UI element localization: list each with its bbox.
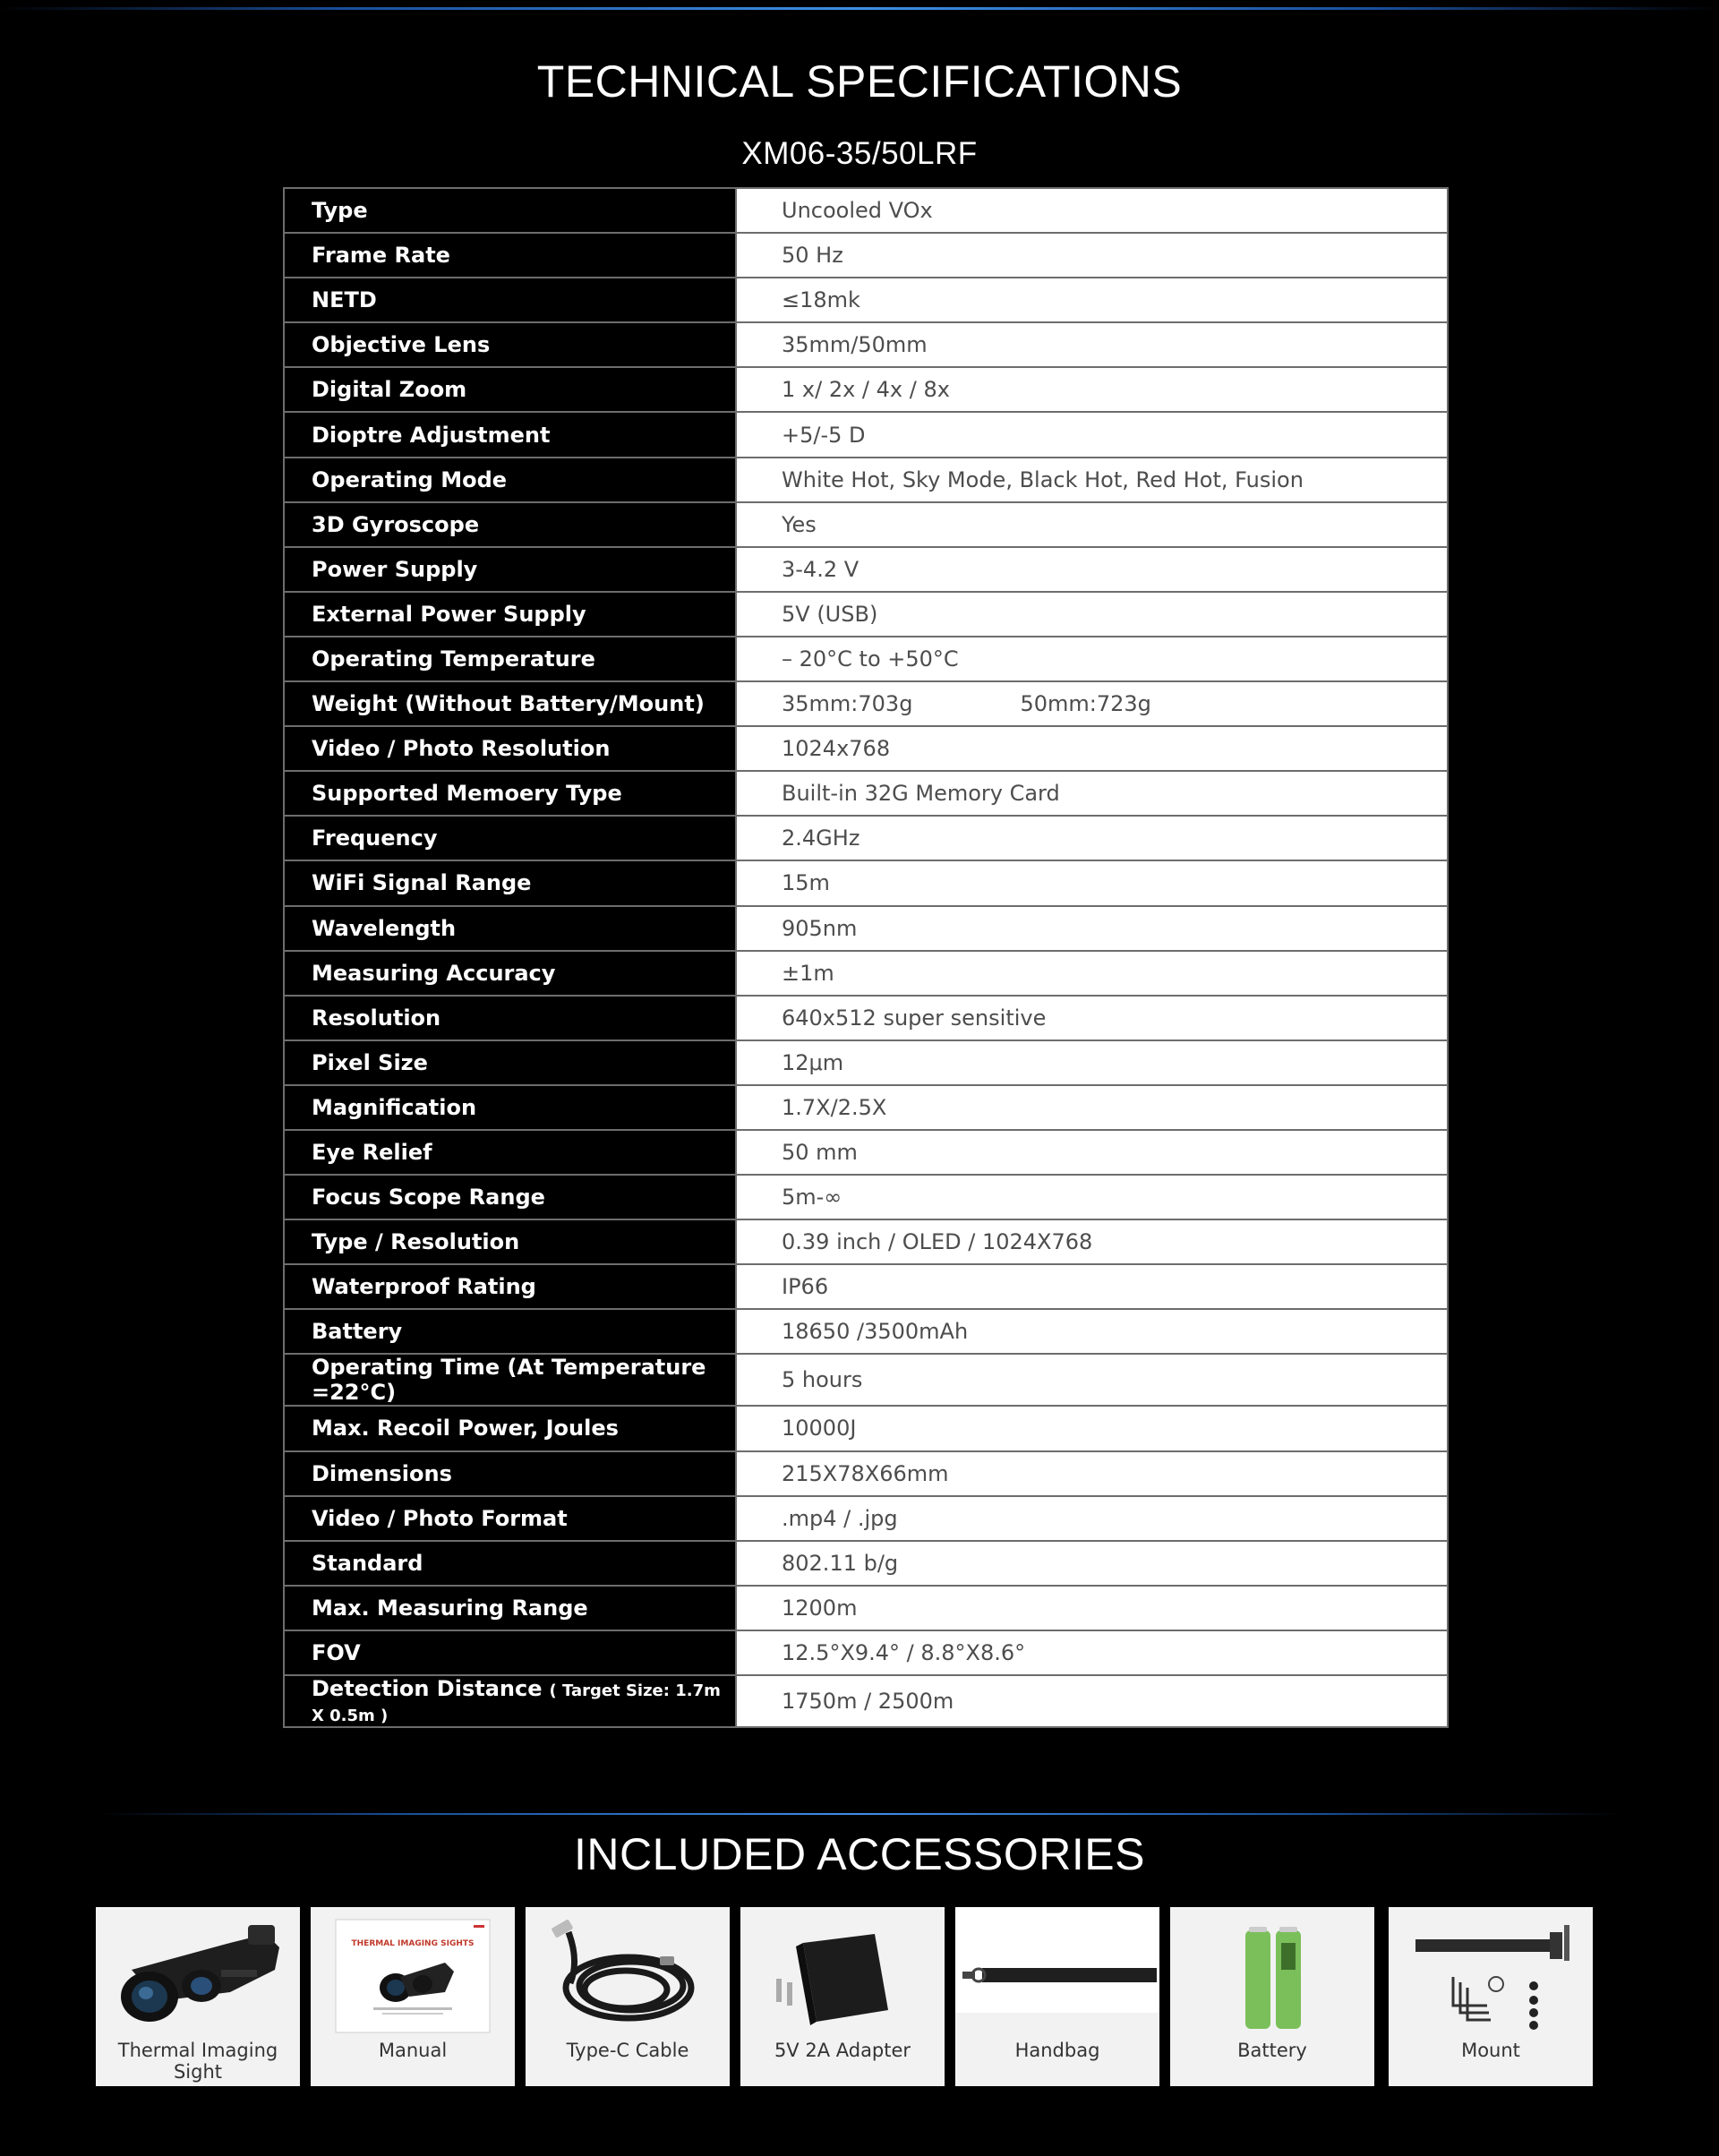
spec-table <box>283 187 1449 1728</box>
spec-value-cell <box>736 1085 1448 1130</box>
spec-value: 10000J <box>782 1416 857 1442</box>
spec-value: 1.7X/2.5X <box>782 1094 887 1120</box>
spec-value: 18650 /3500mAh <box>782 1319 969 1345</box>
spec-value-cell <box>736 322 1448 367</box>
spec-value-cell <box>736 1309 1448 1354</box>
spec-label-cell <box>284 1586 736 1630</box>
spec-row <box>284 367 1448 412</box>
spec-label: Operating Temperature <box>312 646 595 672</box>
spec-row <box>284 996 1448 1040</box>
spec-row <box>284 1354 1448 1406</box>
spec-value: ±1m <box>782 960 834 986</box>
accessories-title: INCLUDED ACCESSORIES <box>574 1829 1145 1879</box>
spec-label-cell <box>284 322 736 367</box>
spec-label: Resolution <box>312 1005 441 1031</box>
spec-label-cell <box>284 1354 736 1406</box>
spec-label-cell <box>284 637 736 681</box>
spec-row <box>284 1630 1448 1675</box>
spec-label: Detection Distance <box>312 1676 543 1701</box>
spec-value: – 20°C to +50°C <box>782 646 959 672</box>
spec-value-cell <box>736 1630 1448 1675</box>
spec-label-cell <box>284 951 736 996</box>
spec-row <box>284 188 1448 233</box>
spec-label-note: ( Target Size: 1.7m X 0.5m ) <box>312 1681 721 1725</box>
spec-value-cell <box>736 1219 1448 1264</box>
spec-label-cell <box>284 278 736 322</box>
spec-label: Wavelength <box>312 915 457 941</box>
spec-label: Max. Recoil Power, Joules <box>312 1416 619 1442</box>
spec-value: Yes <box>782 511 817 537</box>
spec-label-cell <box>284 412 736 457</box>
spec-row <box>284 681 1448 726</box>
spec-label: Battery <box>312 1319 403 1345</box>
spec-label: Digital Zoom <box>312 377 467 403</box>
spec-label-cell <box>284 816 736 860</box>
spec-label: External Power Supply <box>312 601 586 627</box>
spec-label: FOV <box>312 1639 361 1665</box>
spec-value-cell <box>736 1541 1448 1586</box>
spec-label: Measuring Accuracy <box>312 960 556 986</box>
spec-value-cell <box>736 726 1448 771</box>
spec-value-cell <box>736 951 1448 996</box>
spec-value-cell <box>736 592 1448 637</box>
spec-label-cell <box>284 860 736 905</box>
manual-heading: THERMAL IMAGING SIGHTS <box>351 1939 475 1948</box>
spec-row <box>284 1130 1448 1175</box>
spec-label: Max. Measuring Range <box>312 1595 588 1621</box>
spec-label: Frequency <box>312 826 438 851</box>
accessory-caption: 5V 2A Adapter <box>774 2040 911 2061</box>
spec-value: 1750m / 2500m <box>782 1689 954 1714</box>
spec-row <box>284 458 1448 502</box>
spec-label: Operating Time (At Temperature =22°C) <box>312 1355 706 1406</box>
spec-label: Video / Photo Resolution <box>312 736 611 762</box>
accessory-caption: Battery <box>1237 2040 1307 2061</box>
accessory-caption: Type-C Cable <box>566 2040 689 2061</box>
spec-value-cell <box>736 547 1448 592</box>
spec-label-cell <box>284 771 736 816</box>
spec-value: 802.11 b/g <box>782 1550 899 1576</box>
spec-label-cell <box>284 367 736 412</box>
spec-label: Dioptre Adjustment <box>312 422 551 448</box>
spec-row <box>284 502 1448 547</box>
spec-label: Type / Resolution <box>312 1229 520 1255</box>
accessory-card <box>311 1907 515 2086</box>
spec-row <box>284 1085 1448 1130</box>
spec-value-cell <box>736 996 1448 1040</box>
spec-value: 1024x768 <box>782 736 891 762</box>
spec-row <box>284 1451 1448 1496</box>
spec-label-cell <box>284 502 736 547</box>
spec-label: Eye Relief <box>312 1140 432 1166</box>
spec-row <box>284 1040 1448 1085</box>
spec-label-cell <box>284 1406 736 1450</box>
spec-label-cell <box>284 1219 736 1264</box>
spec-label: WiFi Signal Range <box>312 870 532 896</box>
spec-label-cell <box>284 1496 736 1541</box>
spec-value-cell <box>736 906 1448 951</box>
accessory-caption: Mount <box>1461 2040 1520 2061</box>
spec-label-cell <box>284 1630 736 1675</box>
spec-label: Supported Memoery Type <box>312 781 622 807</box>
strap-image <box>955 1907 1159 2041</box>
spec-label-cell <box>284 233 736 278</box>
spec-label-cell <box>284 547 736 592</box>
spec-row <box>284 592 1448 637</box>
accessory-card <box>1389 1907 1593 2086</box>
spec-label: Frame Rate <box>312 243 450 269</box>
accessory-caption: Manual <box>378 2040 448 2061</box>
spec-label: Waterproof Rating <box>312 1274 536 1300</box>
spec-label-cell <box>284 1451 736 1496</box>
accessory-card <box>96 1907 300 2086</box>
accessory-card <box>1170 1907 1374 2086</box>
accessory-card <box>955 1907 1159 2086</box>
spec-row <box>284 1586 1448 1630</box>
spec-label-cell <box>284 592 736 637</box>
spec-value-cell <box>736 860 1448 905</box>
spec-value-cell <box>736 1675 1448 1727</box>
spec-value-cell <box>736 1451 1448 1496</box>
spec-row <box>284 1406 1448 1450</box>
spec-row <box>284 1264 1448 1309</box>
spec-label: Pixel Size <box>312 1049 428 1075</box>
spec-label-cell <box>284 906 736 951</box>
spec-row <box>284 637 1448 681</box>
spec-value-cell <box>736 681 1448 726</box>
spec-value-cell <box>736 1130 1448 1175</box>
spec-label-cell <box>284 1130 736 1175</box>
top-divider <box>0 7 1719 10</box>
spec-value: 35mm/50mm <box>782 332 928 358</box>
spec-value: 640x512 super sensitive <box>782 1005 1047 1031</box>
spec-value-cell <box>736 637 1448 681</box>
cable-image <box>526 1907 730 2041</box>
spec-label: Video / Photo Format <box>312 1505 568 1531</box>
spec-row <box>284 726 1448 771</box>
spec-label: Dimensions <box>312 1460 452 1486</box>
spec-value: 12μm <box>782 1049 844 1075</box>
spec-row <box>284 1219 1448 1264</box>
model-name: XM06-35/50LRF <box>741 136 978 171</box>
accessory-caption: Thermal Imaging Sight <box>117 2040 278 2083</box>
spec-value: 5V (USB) <box>782 601 878 627</box>
spec-label: Magnification <box>312 1094 477 1120</box>
spec-row <box>284 233 1448 278</box>
spec-value: 215X78X66mm <box>782 1460 949 1486</box>
spec-label-cell <box>284 726 736 771</box>
spec-label-cell <box>284 1040 736 1085</box>
spec-value-cell <box>736 771 1448 816</box>
spec-label: Weight (Without Battery/Mount) <box>312 691 705 717</box>
spec-row <box>284 951 1448 996</box>
spec-label: NETD <box>312 287 377 313</box>
manual-image <box>311 1907 515 2041</box>
spec-value-cell <box>736 188 1448 233</box>
spec-label-cell <box>284 1309 736 1354</box>
spec-value: 0.39 inch / OLED / 1024X768 <box>782 1229 1093 1255</box>
spec-value: Uncooled VOx <box>782 198 933 224</box>
battery-image <box>1170 1907 1374 2041</box>
spec-value-cell <box>736 1406 1448 1450</box>
page-title: TECHNICAL SPECIFICATIONS <box>536 56 1183 107</box>
spec-label: Type <box>312 198 368 224</box>
accessory-card <box>740 1907 945 2086</box>
spec-value-cell <box>736 502 1448 547</box>
spec-value: 15m <box>782 870 830 896</box>
spec-label-cell <box>284 1264 736 1309</box>
thermal-sight-image <box>96 1907 300 2041</box>
spec-label: Operating Mode <box>312 466 508 492</box>
spec-row <box>284 1496 1448 1541</box>
spec-value: ≤18mk <box>782 287 860 313</box>
accessory-card <box>526 1907 730 2086</box>
spec-value: 12.5°X9.4° / 8.8°X8.6° <box>782 1639 1026 1665</box>
spec-row <box>284 771 1448 816</box>
spec-value-cell <box>736 458 1448 502</box>
spec-label-cell <box>284 1085 736 1130</box>
spec-label: Power Supply <box>312 556 478 582</box>
spec-value: 1 x/ 2x / 4x / 8x <box>782 377 950 403</box>
spec-row <box>284 906 1448 951</box>
spec-value: 50 mm <box>782 1140 858 1166</box>
spec-row <box>284 1309 1448 1354</box>
spec-value: .mp4 / .jpg <box>782 1505 898 1531</box>
spec-value: 35mm:703g <box>782 691 913 717</box>
spec-value-cell <box>736 233 1448 278</box>
spec-row <box>284 322 1448 367</box>
spec-label-cell <box>284 996 736 1040</box>
spec-label-cell <box>284 188 736 233</box>
spec-value: 3-4.2 V <box>782 556 860 582</box>
spec-value-cell <box>736 1175 1448 1219</box>
spec-value: 2.4GHz <box>782 826 860 851</box>
spec-value: Built-in 32G Memory Card <box>782 781 1060 807</box>
spec-value: White Hot, Sky Mode, Black Hot, Red Hot, Fusion <box>782 466 1304 492</box>
accessory-caption: Handbag <box>1014 2040 1100 2061</box>
spec-label-cell <box>284 458 736 502</box>
spec-value-cell <box>736 1040 1448 1085</box>
spec-value-cell <box>736 816 1448 860</box>
accessories-row <box>96 1907 1593 2086</box>
spec-value-cell <box>736 1586 1448 1630</box>
spec-value: 5 hours <box>782 1367 863 1393</box>
spec-value-cell <box>736 1496 1448 1541</box>
spec-value-secondary: 50mm:723g <box>1020 691 1151 717</box>
spec-label-cell <box>284 1541 736 1586</box>
spec-value: +5/-5 D <box>782 422 866 448</box>
spec-label: 3D Gyroscope <box>312 511 480 537</box>
spec-value-cell <box>736 412 1448 457</box>
spec-row <box>284 860 1448 905</box>
mount-image <box>1389 1907 1593 2041</box>
spec-label: Standard <box>312 1550 423 1576</box>
spec-label-cell <box>284 1175 736 1219</box>
section-divider <box>98 1813 1621 1815</box>
spec-value-cell <box>736 1264 1448 1309</box>
spec-row <box>284 547 1448 592</box>
spec-value: 905nm <box>782 915 858 941</box>
spec-value-cell <box>736 1354 1448 1406</box>
spec-value: IP66 <box>782 1274 829 1300</box>
spec-row <box>284 412 1448 457</box>
spec-value: 1200m <box>782 1595 858 1621</box>
spec-value: 5m-∞ <box>782 1185 842 1211</box>
spec-label: Focus Scope Range <box>312 1185 545 1211</box>
spec-row <box>284 1541 1448 1586</box>
spec-row <box>284 816 1448 860</box>
spec-value-cell <box>736 367 1448 412</box>
spec-row <box>284 1675 1448 1727</box>
spec-label: Objective Lens <box>312 332 491 358</box>
spec-row <box>284 278 1448 322</box>
spec-value-cell <box>736 278 1448 322</box>
spec-label-cell <box>284 681 736 726</box>
spec-row <box>284 1175 1448 1219</box>
spec-label-cell <box>284 1675 736 1727</box>
adapter-image <box>740 1907 945 2041</box>
spec-value: 50 Hz <box>782 243 843 269</box>
